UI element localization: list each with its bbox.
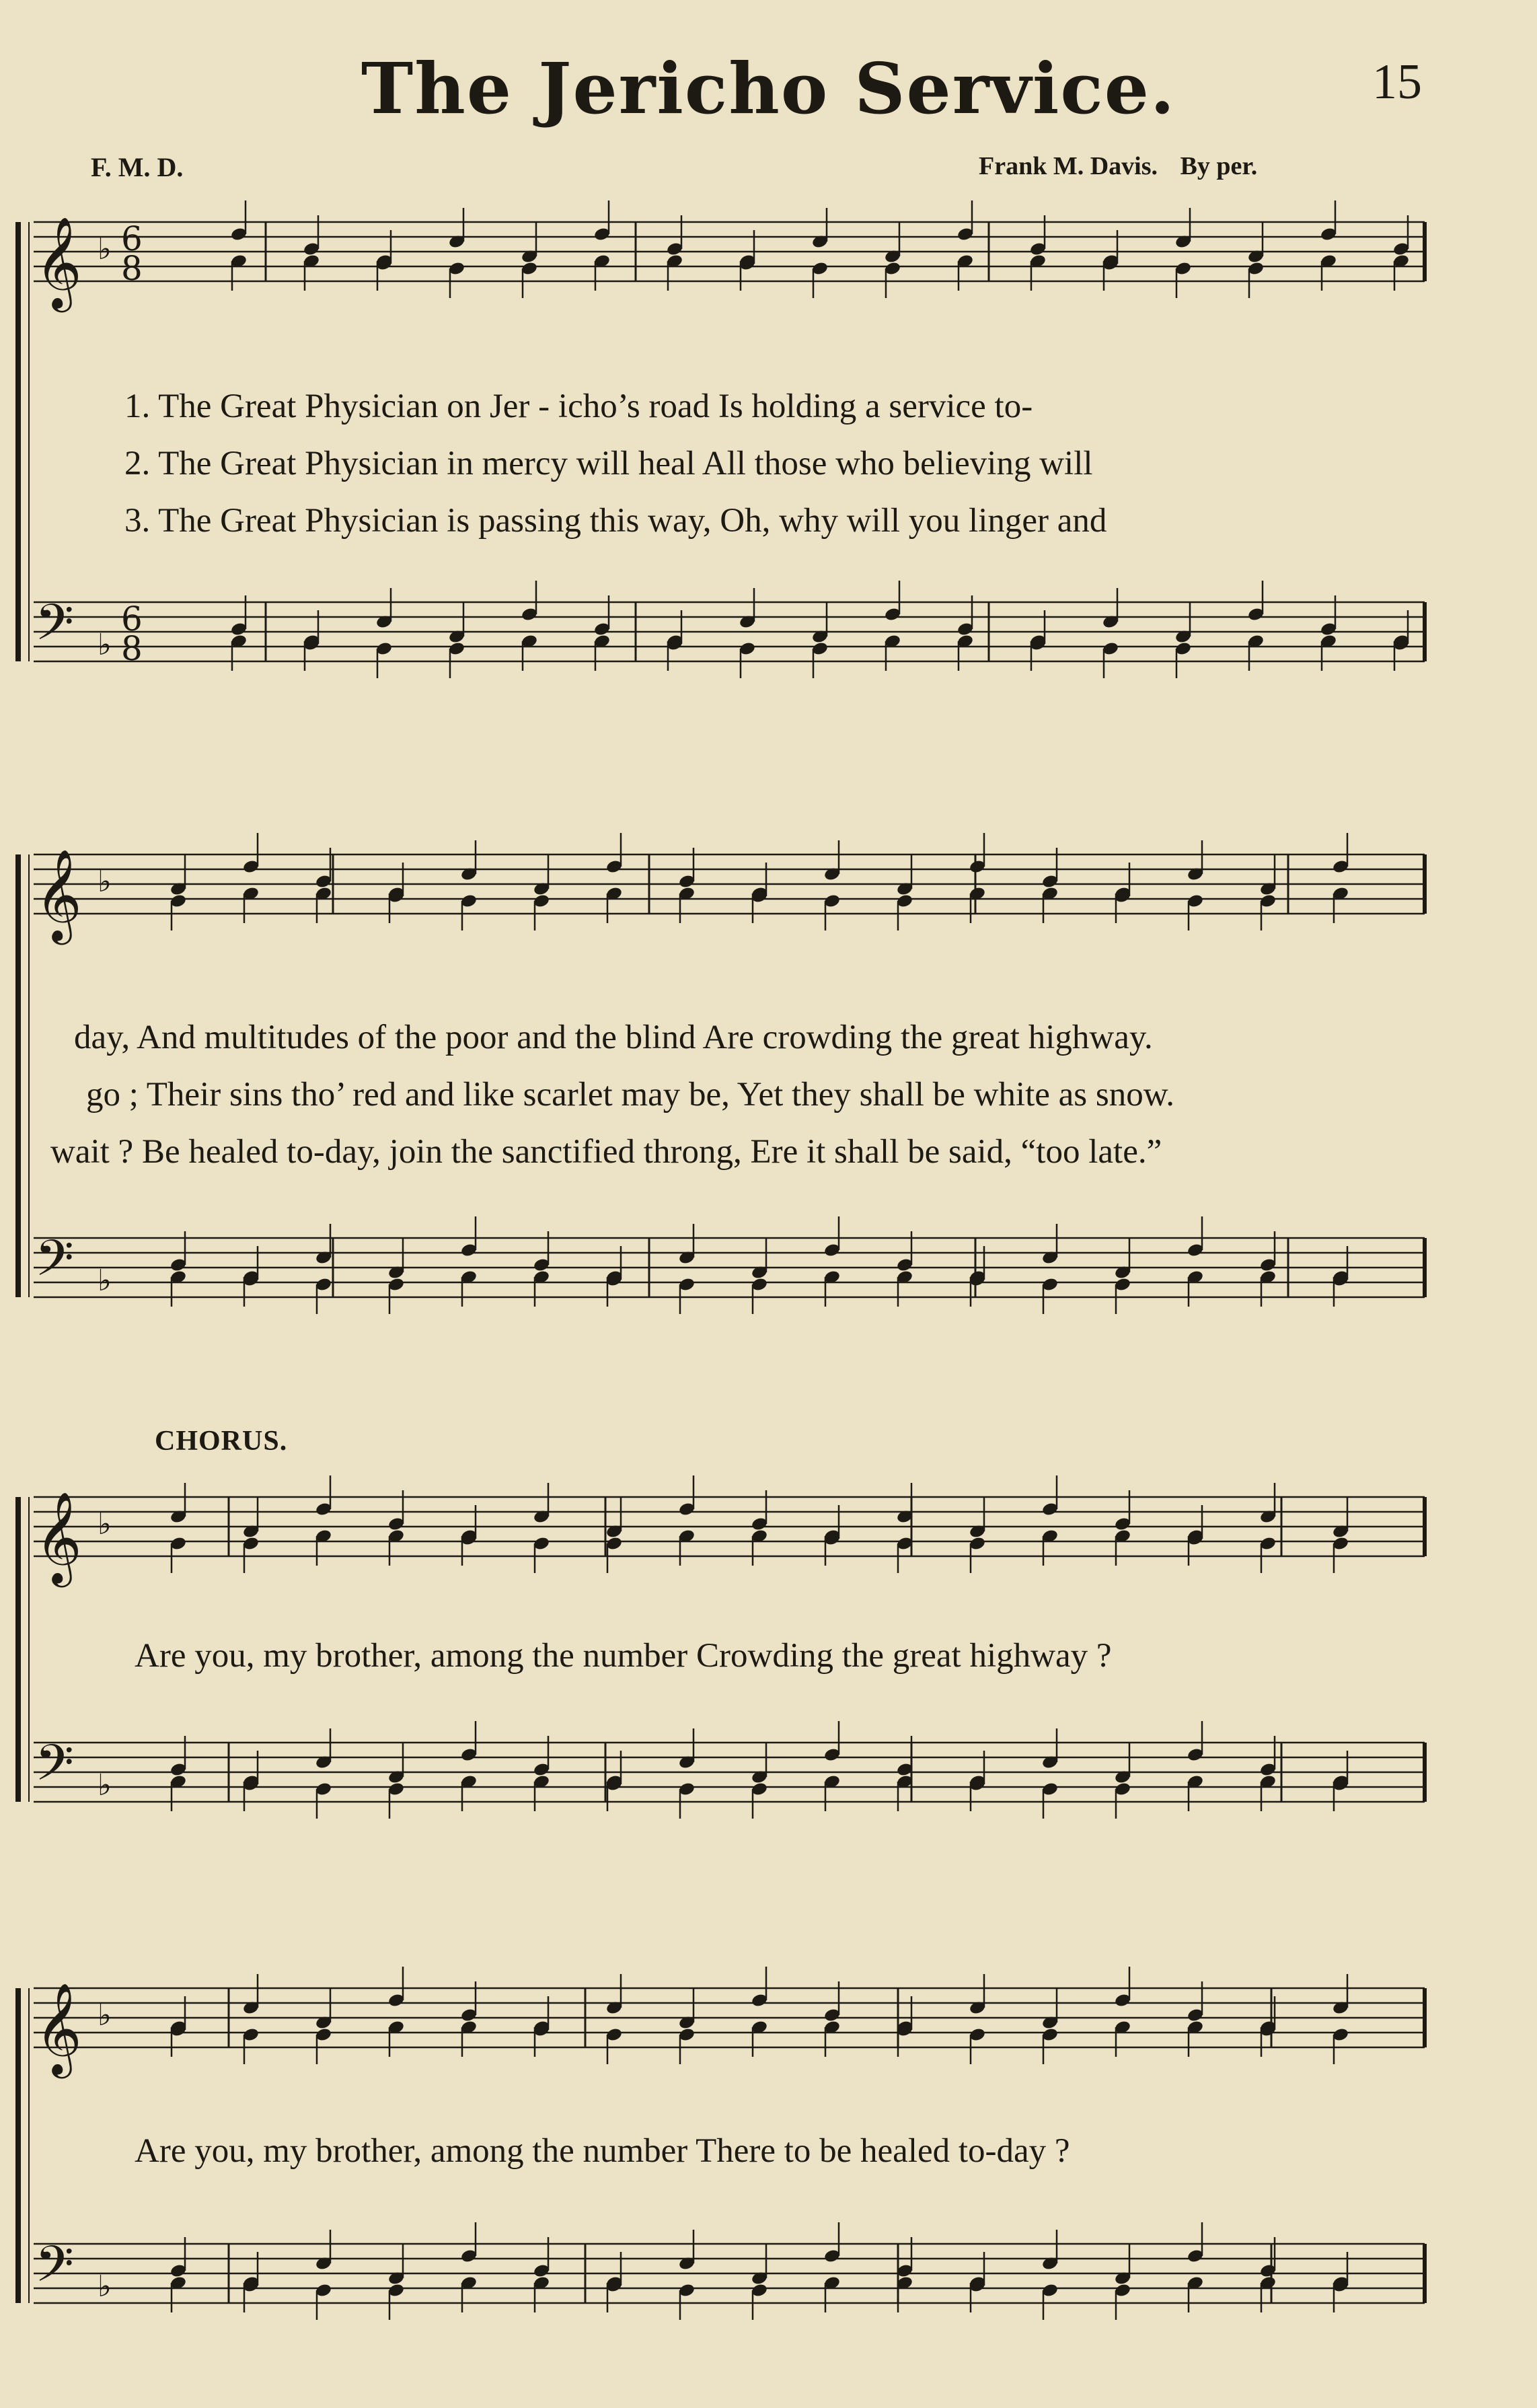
- key-flat-symbol: ♭: [98, 232, 112, 266]
- treble-clef-symbol: 𝄞: [35, 1981, 82, 2074]
- verse-2-line-b: go ; Their sins tho’ red and like scarlet may be, Yet they shall be white as snow.: [86, 1076, 1174, 1114]
- arranger-credit: F. M. D.: [91, 152, 184, 182]
- time-signature-top: 6: [121, 219, 143, 258]
- verse-1-line-b: day, And multitudes of the poor and the blind Are crowding the great highway.: [74, 1019, 1153, 1056]
- chorus-line-1: Are you, my brother, among the number Crowding the great highway ?: [135, 1637, 1112, 1675]
- treble-clef-symbol: 𝄞: [35, 215, 82, 308]
- chorus-label: CHORUS.: [155, 1426, 288, 1457]
- bass-clef-symbol: 𝄢: [35, 1734, 74, 1804]
- key-flat-symbol: ♭: [98, 2269, 112, 2304]
- key-flat-symbol: ♭: [98, 865, 112, 899]
- treble-clef-symbol: 𝄞: [35, 1490, 82, 1583]
- chorus-line-2: Are you, my brother, among the number There to be healed to-day ?: [135, 2132, 1070, 2170]
- verse-1-line-a: 1. The Great Physician on Jer - icho’s road Is holding a service to-: [124, 388, 1033, 425]
- permission-note: By per.: [1180, 152, 1258, 180]
- time-signature-bottom: 8: [121, 629, 143, 668]
- time-signature-bottom: 8: [121, 249, 143, 288]
- key-flat-symbol: ♭: [98, 628, 112, 662]
- verse-3-line-a: 3. The Great Physician is passing this way, Oh, why will you linger and: [124, 502, 1107, 540]
- hymn-title: The Jericho Service.: [361, 47, 1176, 130]
- page-number: 15: [1372, 54, 1422, 110]
- key-flat-symbol: ♭: [98, 1998, 112, 2033]
- time-signature-top: 6: [121, 599, 143, 639]
- bass-clef-symbol: 𝄢: [35, 593, 74, 664]
- bass-clef-symbol: 𝄢: [35, 2235, 74, 2306]
- key-flat-symbol: ♭: [98, 1264, 112, 1298]
- bass-clef-symbol: 𝄢: [35, 1229, 74, 1300]
- treble-clef-symbol: 𝄞: [35, 848, 82, 941]
- key-flat-symbol: ♭: [98, 1507, 112, 1541]
- key-flat-symbol: ♭: [98, 1768, 112, 1802]
- verse-2-line-a: 2. The Great Physician in mercy will heal All those who believing will: [124, 445, 1093, 482]
- composer-name: Frank M. Davis.: [979, 152, 1158, 180]
- verse-3-line-b: wait ? Be healed to-day, join the sanctified throng, Ere it shall be said, “too late.”: [50, 1133, 1162, 1171]
